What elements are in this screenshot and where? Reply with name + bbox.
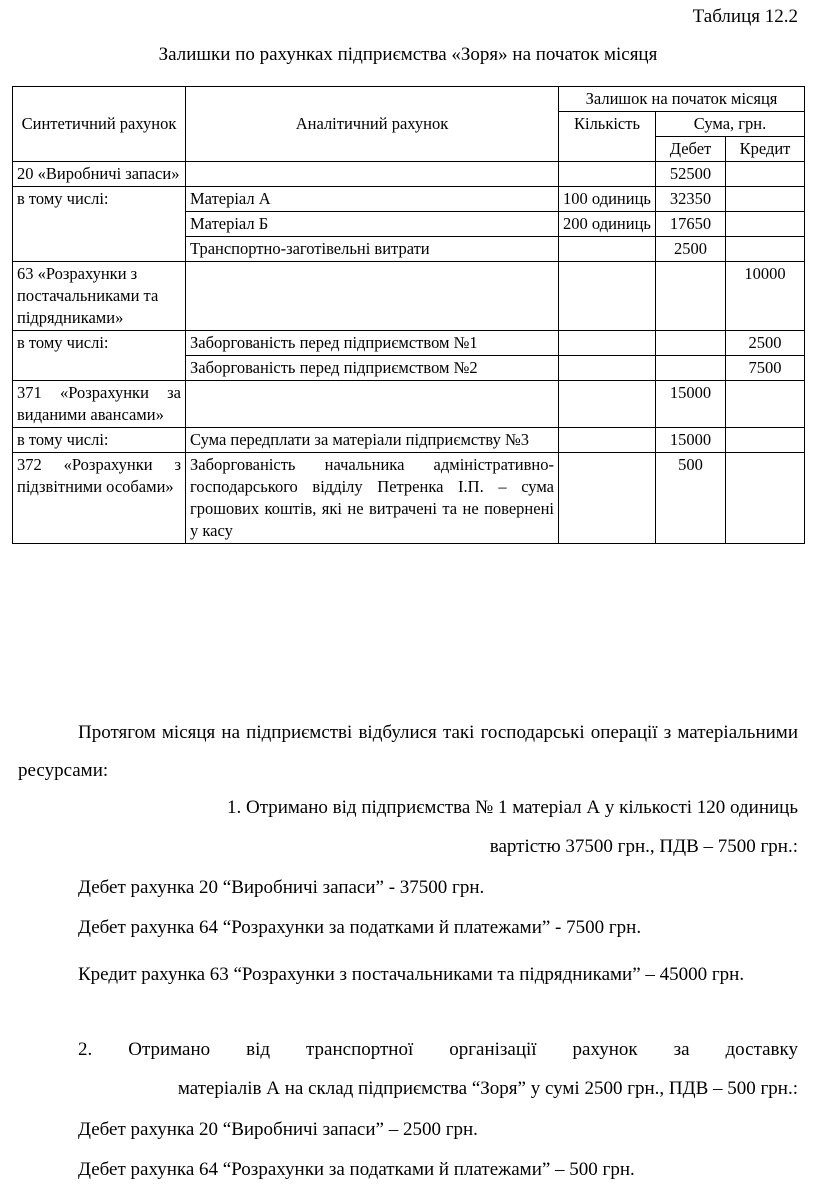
table-row	[13, 453, 805, 544]
synthetic-account: 20 «Виробничі запаси»	[13, 162, 186, 187]
synthetic-account	[13, 356, 186, 381]
analytic-account: Заборгованість начальника адміністративно-господарського відділу Петренка І.П. – сума грошових коштів, які не витрачені та не повернені у касу	[186, 453, 559, 544]
debit-cell: 32350	[656, 187, 726, 212]
header-debit: Дебет	[656, 137, 726, 162]
quantity-cell	[559, 331, 656, 356]
header-sum: Сума, грн.	[656, 112, 805, 137]
analytic-account	[186, 162, 559, 187]
quantity-cell	[559, 162, 656, 187]
table-row	[13, 187, 805, 212]
quantity-cell: 100 одиниць	[559, 187, 656, 212]
table-row	[13, 356, 805, 381]
quantity-cell	[559, 381, 656, 428]
debit-cell: 500	[656, 453, 726, 544]
header-row-1	[13, 87, 805, 112]
quantity-cell	[559, 262, 656, 331]
credit-cell	[726, 162, 805, 187]
operation-1-line-1: 1. Отримано від підприємства № 1 матеріал А у кількості 120 одиниць	[226, 797, 798, 818]
header-analytic: Аналітичний рахунок	[186, 87, 559, 162]
header-synthetic: Синтетичний рахунок	[13, 87, 186, 162]
synthetic-account	[13, 212, 186, 237]
credit-cell	[726, 187, 805, 212]
synthetic-account: 372 «Розрахунки з підзвітними особами»	[13, 453, 186, 544]
table-row	[13, 212, 805, 237]
synthetic-account	[13, 237, 186, 262]
analytic-account: Сума передплати за матеріали підприємству №3	[186, 428, 559, 453]
operation-1-debit-64: Дебет рахунка 64 “Розрахунки за податками й платежами” - 7500 грн.	[78, 917, 642, 938]
operation-1-credit-63: Кредит рахунка 63 “Розрахунки з постачальниками та підрядниками” – 45000 грн.	[78, 964, 745, 985]
table-row	[13, 428, 805, 453]
quantity-cell	[559, 428, 656, 453]
operation-2-line-1: 2. Отримано від транспортної організації рахунок за доставку	[78, 1039, 798, 1060]
synthetic-account: 371 «Розрахунки за виданими авансами»	[13, 381, 186, 428]
analytic-account: Матеріал Б	[186, 212, 559, 237]
balances-table	[12, 86, 805, 544]
debit-cell: 15000	[656, 428, 726, 453]
table-row	[13, 381, 805, 428]
synthetic-account: в тому числі:	[13, 187, 186, 212]
operation-2-debit-20: Дебет рахунка 20 “Виробничі запаси” – 2500 грн.	[78, 1119, 478, 1140]
quantity-cell	[559, 356, 656, 381]
analytic-account	[186, 381, 559, 428]
credit-cell	[726, 237, 805, 262]
analytic-account: Заборгованість перед підприємством №1	[186, 331, 559, 356]
analytic-account: Заборгованість перед підприємством №2	[186, 356, 559, 381]
operation-1-line-2: вартістю 37500 грн., ПДВ – 7500 грн.:	[489, 836, 798, 857]
table-row	[13, 331, 805, 356]
credit-cell	[726, 212, 805, 237]
debit-cell: 17650	[656, 212, 726, 237]
debit-cell: 15000	[656, 381, 726, 428]
credit-cell: 7500	[726, 356, 805, 381]
quantity-cell: 200 одиниць	[559, 212, 656, 237]
table-row	[13, 162, 805, 187]
header-balance: Залишок на початок місяця	[559, 87, 805, 112]
debit-cell: 2500	[656, 237, 726, 262]
intro-paragraph: Протягом місяця на підприємстві відбулися такі господарські операції з матеріальними ресурсами:	[18, 722, 798, 781]
header-credit: Кредит	[726, 137, 805, 162]
header-quantity: Кількість	[559, 112, 656, 162]
analytic-account: Матеріал А	[186, 187, 559, 212]
debit-cell	[656, 331, 726, 356]
operation-2-line-2: матеріалів А на склад підприємства “Зоря” у сумі 2500 грн., ПДВ – 500 грн.:	[177, 1078, 798, 1099]
credit-cell	[726, 381, 805, 428]
credit-cell: 10000	[726, 262, 805, 331]
credit-cell	[726, 428, 805, 453]
synthetic-account: 63 «Розрахунки з постачальниками та підрядниками»	[13, 262, 186, 331]
table-label: Таблиця 12.2	[692, 6, 798, 27]
quantity-cell	[559, 453, 656, 544]
operation-2-debit-64: Дебет рахунка 64 “Розрахунки за податками й платежами” – 500 грн.	[78, 1159, 635, 1180]
synthetic-account: в тому числі:	[13, 428, 186, 453]
debit-cell	[656, 262, 726, 331]
table-row	[13, 237, 805, 262]
analytic-account	[186, 262, 559, 331]
table-row	[13, 262, 805, 331]
debit-cell: 52500	[656, 162, 726, 187]
operation-1-debit-20: Дебет рахунка 20 “Виробничі запаси” - 37500 грн.	[78, 877, 485, 898]
credit-cell	[726, 453, 805, 544]
table-title: Залишки по рахунках підприємства «Зоря» на початок місяця	[158, 44, 658, 65]
credit-cell: 2500	[726, 331, 805, 356]
quantity-cell	[559, 237, 656, 262]
synthetic-account: в тому числі:	[13, 331, 186, 356]
debit-cell	[656, 356, 726, 381]
analytic-account: Транспортно-заготівельні витрати	[186, 237, 559, 262]
